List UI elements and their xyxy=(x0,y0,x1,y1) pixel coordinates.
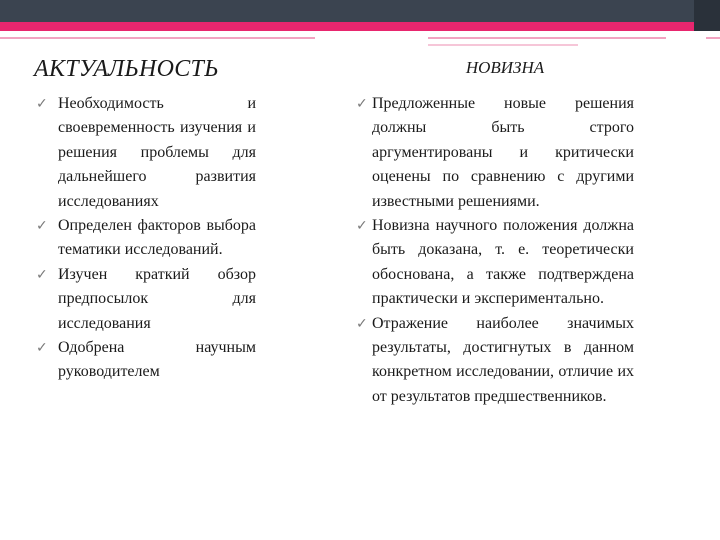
list-item-text: Отражение наиболее значимых результаты, достигнутых в данном конкретном исследовании, отличие их от результатов предшественников. xyxy=(372,314,634,405)
accent-band-corner xyxy=(694,22,720,31)
accent-line xyxy=(428,37,666,39)
relevance-heading: АКТУАЛЬНОСТЬ xyxy=(34,56,219,82)
list-item-text: Предложенные новые решения должны быть строго аргументированы и критически оценены по сравнению с другими известными решениями. xyxy=(372,95,634,210)
top-bar xyxy=(0,0,720,22)
list-item xyxy=(356,214,634,312)
list-item xyxy=(356,312,634,410)
accent-band xyxy=(0,22,720,31)
list-item xyxy=(34,214,256,263)
list-item-text: Новизна научного положения должна быть доказана, т. е. теоретически обоснована, а также подтверждена практически и экспериментально. xyxy=(372,217,634,308)
check-icon: ✓ xyxy=(36,266,48,283)
accent-line xyxy=(706,37,720,39)
list-item-text: Необходимость и своевременность изучения и решения проблемы для дальнейшего развития исследованиях xyxy=(58,95,256,210)
accent-line xyxy=(428,44,578,46)
list-item xyxy=(356,92,634,214)
novelty-column xyxy=(356,56,634,409)
list-item-text: Изучен краткий обзор предпосылок для исследования xyxy=(58,265,256,332)
relevance-list xyxy=(34,92,256,385)
check-icon: ✓ xyxy=(356,315,368,332)
check-icon: ✓ xyxy=(36,96,48,112)
top-bar-corner xyxy=(694,0,720,22)
relevance-column xyxy=(34,56,256,385)
check-icon: ✓ xyxy=(356,218,368,235)
novelty-list xyxy=(356,92,634,409)
check-icon: ✓ xyxy=(36,340,48,357)
list-item xyxy=(34,336,256,385)
novelty-heading: НОВИЗНА xyxy=(465,58,545,77)
list-item-text: Определен факторов выбора тематики исследований. xyxy=(58,217,256,259)
check-icon: ✓ xyxy=(356,96,368,112)
list-item xyxy=(34,92,256,214)
list-item xyxy=(34,263,256,336)
list-item-text: Одобрена научным руководителем xyxy=(58,339,256,381)
check-icon: ✓ xyxy=(36,218,48,235)
accent-line xyxy=(0,37,315,39)
